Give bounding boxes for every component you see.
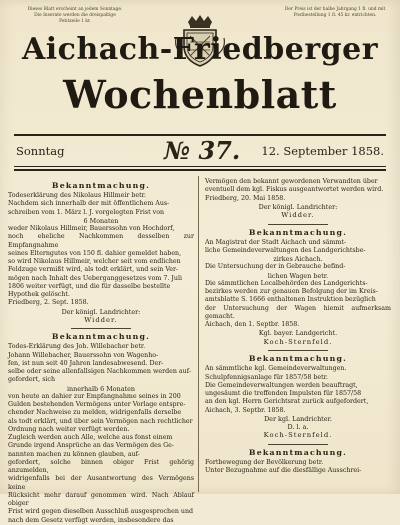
right-column <box>205 178 391 490</box>
notice-text-line: weder Nikolaus Hillmeir, Bauerssohn von Hochdorf, <box>8 225 175 233</box>
notice-address-line: An sämmtliche kgl. Gemeindeverwaltungen. <box>205 365 347 373</box>
notice-office: Der kgl. Landrichter. <box>264 414 332 423</box>
notice-signature: Koch-Sternfeld. <box>263 431 333 440</box>
notice-text-line: Rücksicht mehr darauf genommen wird. Nach Ablauf obiger <box>8 491 194 508</box>
notice-text-line: Zugleich werden auch Alle, welche aus fonst einem <box>8 434 173 442</box>
notice-text-line: Grunde irgend Ansprüche an das Vermögen des Ge- <box>8 442 175 450</box>
notice-text-line: nach dem Gesetz verfügt werden, insbesondere das <box>8 516 174 524</box>
notice-text-line: Die sämmtlichen Localbehörden des Landgerichts- <box>205 279 368 287</box>
notice-text-line: bezirkes werden zur genauen Befolgung der im Kreis- <box>205 288 378 296</box>
notice-heading: Bekanntmachung. <box>51 332 151 342</box>
notice-place-date: Friedberg, 2. Sept. 1858. <box>8 299 89 307</box>
notice-text-line: 1806 weiter verfügt, und die für dasselbe bestellte <box>8 282 171 290</box>
notice-text-line: mögen nach Inhalt des Ueberganggesetzes vom 7. Juli <box>8 274 182 282</box>
notice-text-line: noch eheliche Nachkommen desselben zur Empfangnahme <box>8 233 194 249</box>
notice-text-line: chender Nachweise zu melden, widrigenfalls derselbe <box>8 409 182 417</box>
notice-text-line: Gulden bestehenden Vermögens unter Vorlage entspre- <box>8 401 186 409</box>
notice-subject: lichen Wagen betr. <box>267 271 329 280</box>
notice-place-date: Aichach, 3. Septbr. 1858. <box>205 406 286 414</box>
notice-text-line: als todt erklärt, und über sein Vermögen nach rechtlicher <box>8 417 193 425</box>
notice-subject: Todes-Erklärung des Joh. Willebacher betr. <box>8 343 146 351</box>
notice-divider <box>71 328 131 329</box>
notice-divider <box>268 350 328 351</box>
notice-signature: Widder. <box>281 211 315 220</box>
dateline-rule-double <box>14 169 386 171</box>
notice-divider <box>268 444 328 445</box>
issue-dateline <box>14 138 386 164</box>
notice-text-line: Die Gemeindeverwaltungen werden beauftragt, <box>205 381 358 389</box>
notice-address-line: zirkes Aichach. <box>273 255 323 264</box>
left-column <box>8 178 194 524</box>
notice-office: Kgl. bayer. Landgericht. <box>258 329 338 338</box>
issue-number: № 37. <box>164 136 241 165</box>
notice-office: Der königl. Landrichter: <box>258 202 338 211</box>
notice-text-line: Vermögen den bekannt gewordenen Verwandten über <box>205 178 378 185</box>
notice-heading: Bekanntmachung. <box>248 227 348 237</box>
notice-deadline: innerhalb 6 Monaten <box>66 384 136 393</box>
masthead-title-line-2: Wochenblatt <box>63 72 337 117</box>
notice-deadline: 6 Monaten <box>83 216 119 225</box>
notice-text-line: Frist wird gegen dieselben Ausschluß ausgesprochen und <box>8 508 194 516</box>
notice-address-line: liche Gemeindeverwaltungen des Landgerichtsbe- <box>205 246 366 254</box>
notice-text-line: nannten machen zu können glauben, auf- <box>8 450 140 458</box>
notice-heading: Bekanntmachung. <box>248 448 348 458</box>
notice-signature: Koch-Sternfeld. <box>263 337 333 346</box>
notice-text-line: Unter Bezugnahme auf die diesfällige Ausschrei- <box>205 467 362 475</box>
notice-text-line: gefordert, sich <box>8 376 56 384</box>
notice-text-line: von heute an dahier zur Empfangnahme seines in 200 <box>8 392 181 400</box>
notice-text-line: eventuell dem kgl. Fiskus ausgeantwortet werden wird. <box>205 186 384 194</box>
notice-office-abbrev: D. l. a. <box>287 423 309 432</box>
notice-text-line: fen, ist nun seit 40 Jahren landesabwesend. Der- <box>8 359 164 367</box>
notice-text-line: Ordnung nach weiter verfügt werden. <box>8 425 130 433</box>
issue-date: 12. September 1858. <box>261 144 384 158</box>
notice-text-line: Nachdem sich innerhalb der mit öffentlichem Aus- <box>8 200 170 208</box>
notice-text-line: gefordert, solche binnen obiger Frist gehörig anzumelden, <box>8 458 194 475</box>
notice-signature: Widder. <box>84 315 118 324</box>
notice-heading: Bekanntmachung. <box>51 181 151 190</box>
notice-text-line: selbe oder seine allenfallsigen Nachkommen werden auf- <box>8 368 191 376</box>
column-separator <box>198 176 199 492</box>
notice-heading: Bekanntmachung. <box>248 354 348 364</box>
notice-text-line: amtsblatte S. 1666 enthaltenen Instruktion bezüglich <box>205 296 376 304</box>
notice-divider <box>268 224 328 225</box>
notice-text-line: seines Elterngutes von 150 fl. dahier gemeldet haben, <box>8 249 182 257</box>
notice-text-line: an den kgl. Herrn Gerichtsrat zurück aufgefordert, <box>205 398 369 406</box>
notice-subject: Todeserklärung des Nikolaus Hillmeir betr. <box>8 192 147 199</box>
notice-subject: Die Untersuchung der in Gebrauche befind- <box>205 263 346 271</box>
dateline-rule-bottom <box>14 166 386 167</box>
notice-place-date: Aichach, den 1. Septbr. 1858. <box>205 321 300 329</box>
notice-text-line: schreiben vom 1. März l. J. vorgelegten Frist von <box>8 208 165 216</box>
notice-text-line: widrigenfalls bei der Ausantwortung des Vermögens keine <box>8 475 194 491</box>
notice-text-line: Johann Willebacher, Bauerssohn von Wagenho- <box>8 351 159 359</box>
notice-address-line: An Magistrat der Stadt Aichach und sämmt- <box>205 238 347 246</box>
notice-subject: Schulpfennigsanlage für 1857/58 betr. <box>205 373 328 381</box>
notice-text-line: Feldzuge vermißt wird, als todt erklärt, und sein Ver- <box>8 266 179 274</box>
notice-text-line: ungesäumt die treffenden Impulsten für 1857/58 <box>205 390 362 398</box>
notice-text-line: Hypothek gelöscht. <box>8 291 70 299</box>
notice-subject: Fortbewegung der Bevölkerung betr. <box>205 459 324 467</box>
notice-place-date: Friedberg, 20. Mai 1858. <box>205 194 286 202</box>
notice-text-line: so wird Nikolaus Hillmeir, welcher seit vom endlichen <box>8 258 181 266</box>
publication-info-left: Dieses Blatt erscheint an jedem Sonntage. Die Inserate werden die dreispaltige Petitzeile 1 kr. <box>27 7 123 25</box>
price-info-right: Der Preis ist der halbe Jahrgang 1 fl. und mit Postbestellung 1 fl. 45 kr. entrichten. <box>284 7 386 19</box>
notice-text-line: der Untersuchung der Wagen hiemit aufmerksam gemacht. <box>205 304 391 320</box>
notice-office: Der königl. Landrichter: <box>61 307 141 316</box>
issue-day: Sonntag <box>16 144 65 158</box>
masthead-title-line-1: Aichach-Friedberger <box>22 32 378 67</box>
